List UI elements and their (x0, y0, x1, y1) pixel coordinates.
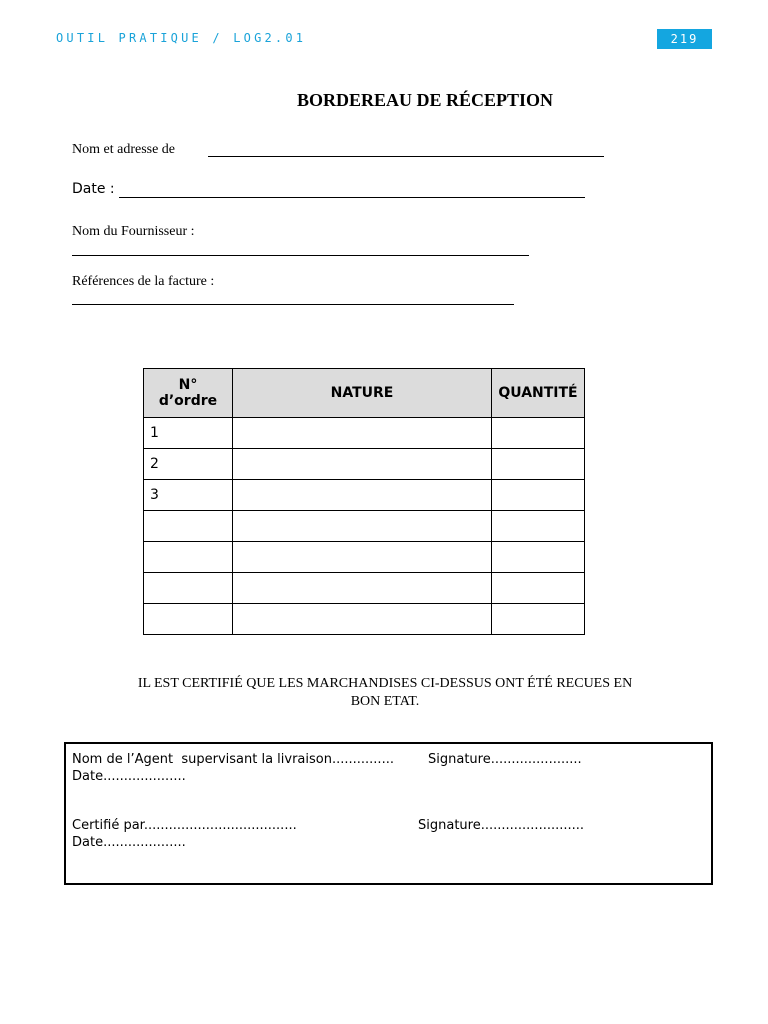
certified-signature-field[interactable]: Signature......................... (418, 818, 585, 833)
cell-ordre[interactable]: 2 (144, 449, 233, 480)
document-code: OUTIL PRATIQUE / LOG2.01 (56, 31, 307, 45)
table-row (144, 449, 585, 480)
nom-adresse-line[interactable] (208, 156, 604, 157)
table-row (144, 573, 585, 604)
cell-ordre[interactable]: 3 (144, 480, 233, 511)
cell-nature[interactable] (233, 573, 492, 604)
items-table (143, 368, 585, 635)
agent-name-field[interactable]: Nom de l’Agent supervisant la livraison............... (72, 752, 394, 767)
table-row (144, 480, 585, 511)
cell-ordre[interactable] (144, 573, 233, 604)
cell-nature[interactable] (233, 449, 492, 480)
table-row (144, 542, 585, 573)
form-title: BORDEREAU DE RÉCEPTION (296, 90, 554, 110)
date-line[interactable] (119, 197, 585, 198)
certification-line-2: BON ETAT. (350, 694, 420, 709)
agent-date-field[interactable]: Date.................... (72, 769, 186, 784)
header-quantite: QUANTITÉ (492, 369, 585, 418)
references-line[interactable] (72, 304, 514, 305)
cell-quantite[interactable] (492, 449, 585, 480)
nom-adresse-label: Nom et adresse de (72, 142, 176, 157)
cell-quantite[interactable] (492, 511, 585, 542)
cell-ordre[interactable]: 1 (144, 418, 233, 449)
table-header-row (144, 369, 585, 418)
cell-ordre[interactable] (144, 542, 233, 573)
signature-box (64, 742, 713, 885)
cell-quantite[interactable] (492, 480, 585, 511)
cell-quantite[interactable] (492, 604, 585, 635)
cell-ordre[interactable] (144, 511, 233, 542)
certified-date-field[interactable]: Date.................... (72, 835, 186, 850)
certified-by-field[interactable]: Certifié par..................................... (72, 818, 297, 833)
certification-line-1: IL EST CERTIFIÉ QUE LES MARCHANDISES CI-DESSUS ONT ÉTÉ RECUES EN (137, 676, 633, 691)
cell-ordre[interactable] (144, 604, 233, 635)
cell-nature[interactable] (233, 480, 492, 511)
header-ordre: N° d’ordre (144, 369, 233, 418)
header-nature: NATURE (233, 369, 492, 418)
cell-nature[interactable] (233, 542, 492, 573)
fournisseur-line[interactable] (72, 255, 529, 256)
table-row (144, 604, 585, 635)
cell-nature[interactable] (233, 604, 492, 635)
certification-text (70, 675, 700, 711)
references-label: Références de la facture : (72, 274, 215, 289)
agent-signature-field[interactable]: Signature...................... (428, 752, 582, 767)
date-label: Date : (72, 181, 115, 197)
cell-quantite[interactable] (492, 418, 585, 449)
table-row (144, 418, 585, 449)
cell-quantite[interactable] (492, 573, 585, 604)
table-row (144, 511, 585, 542)
fournisseur-label: Nom du Fournisseur : (72, 224, 195, 239)
cell-nature[interactable] (233, 511, 492, 542)
cell-quantite[interactable] (492, 542, 585, 573)
cell-nature[interactable] (233, 418, 492, 449)
page-number-badge: 219 (657, 29, 712, 49)
